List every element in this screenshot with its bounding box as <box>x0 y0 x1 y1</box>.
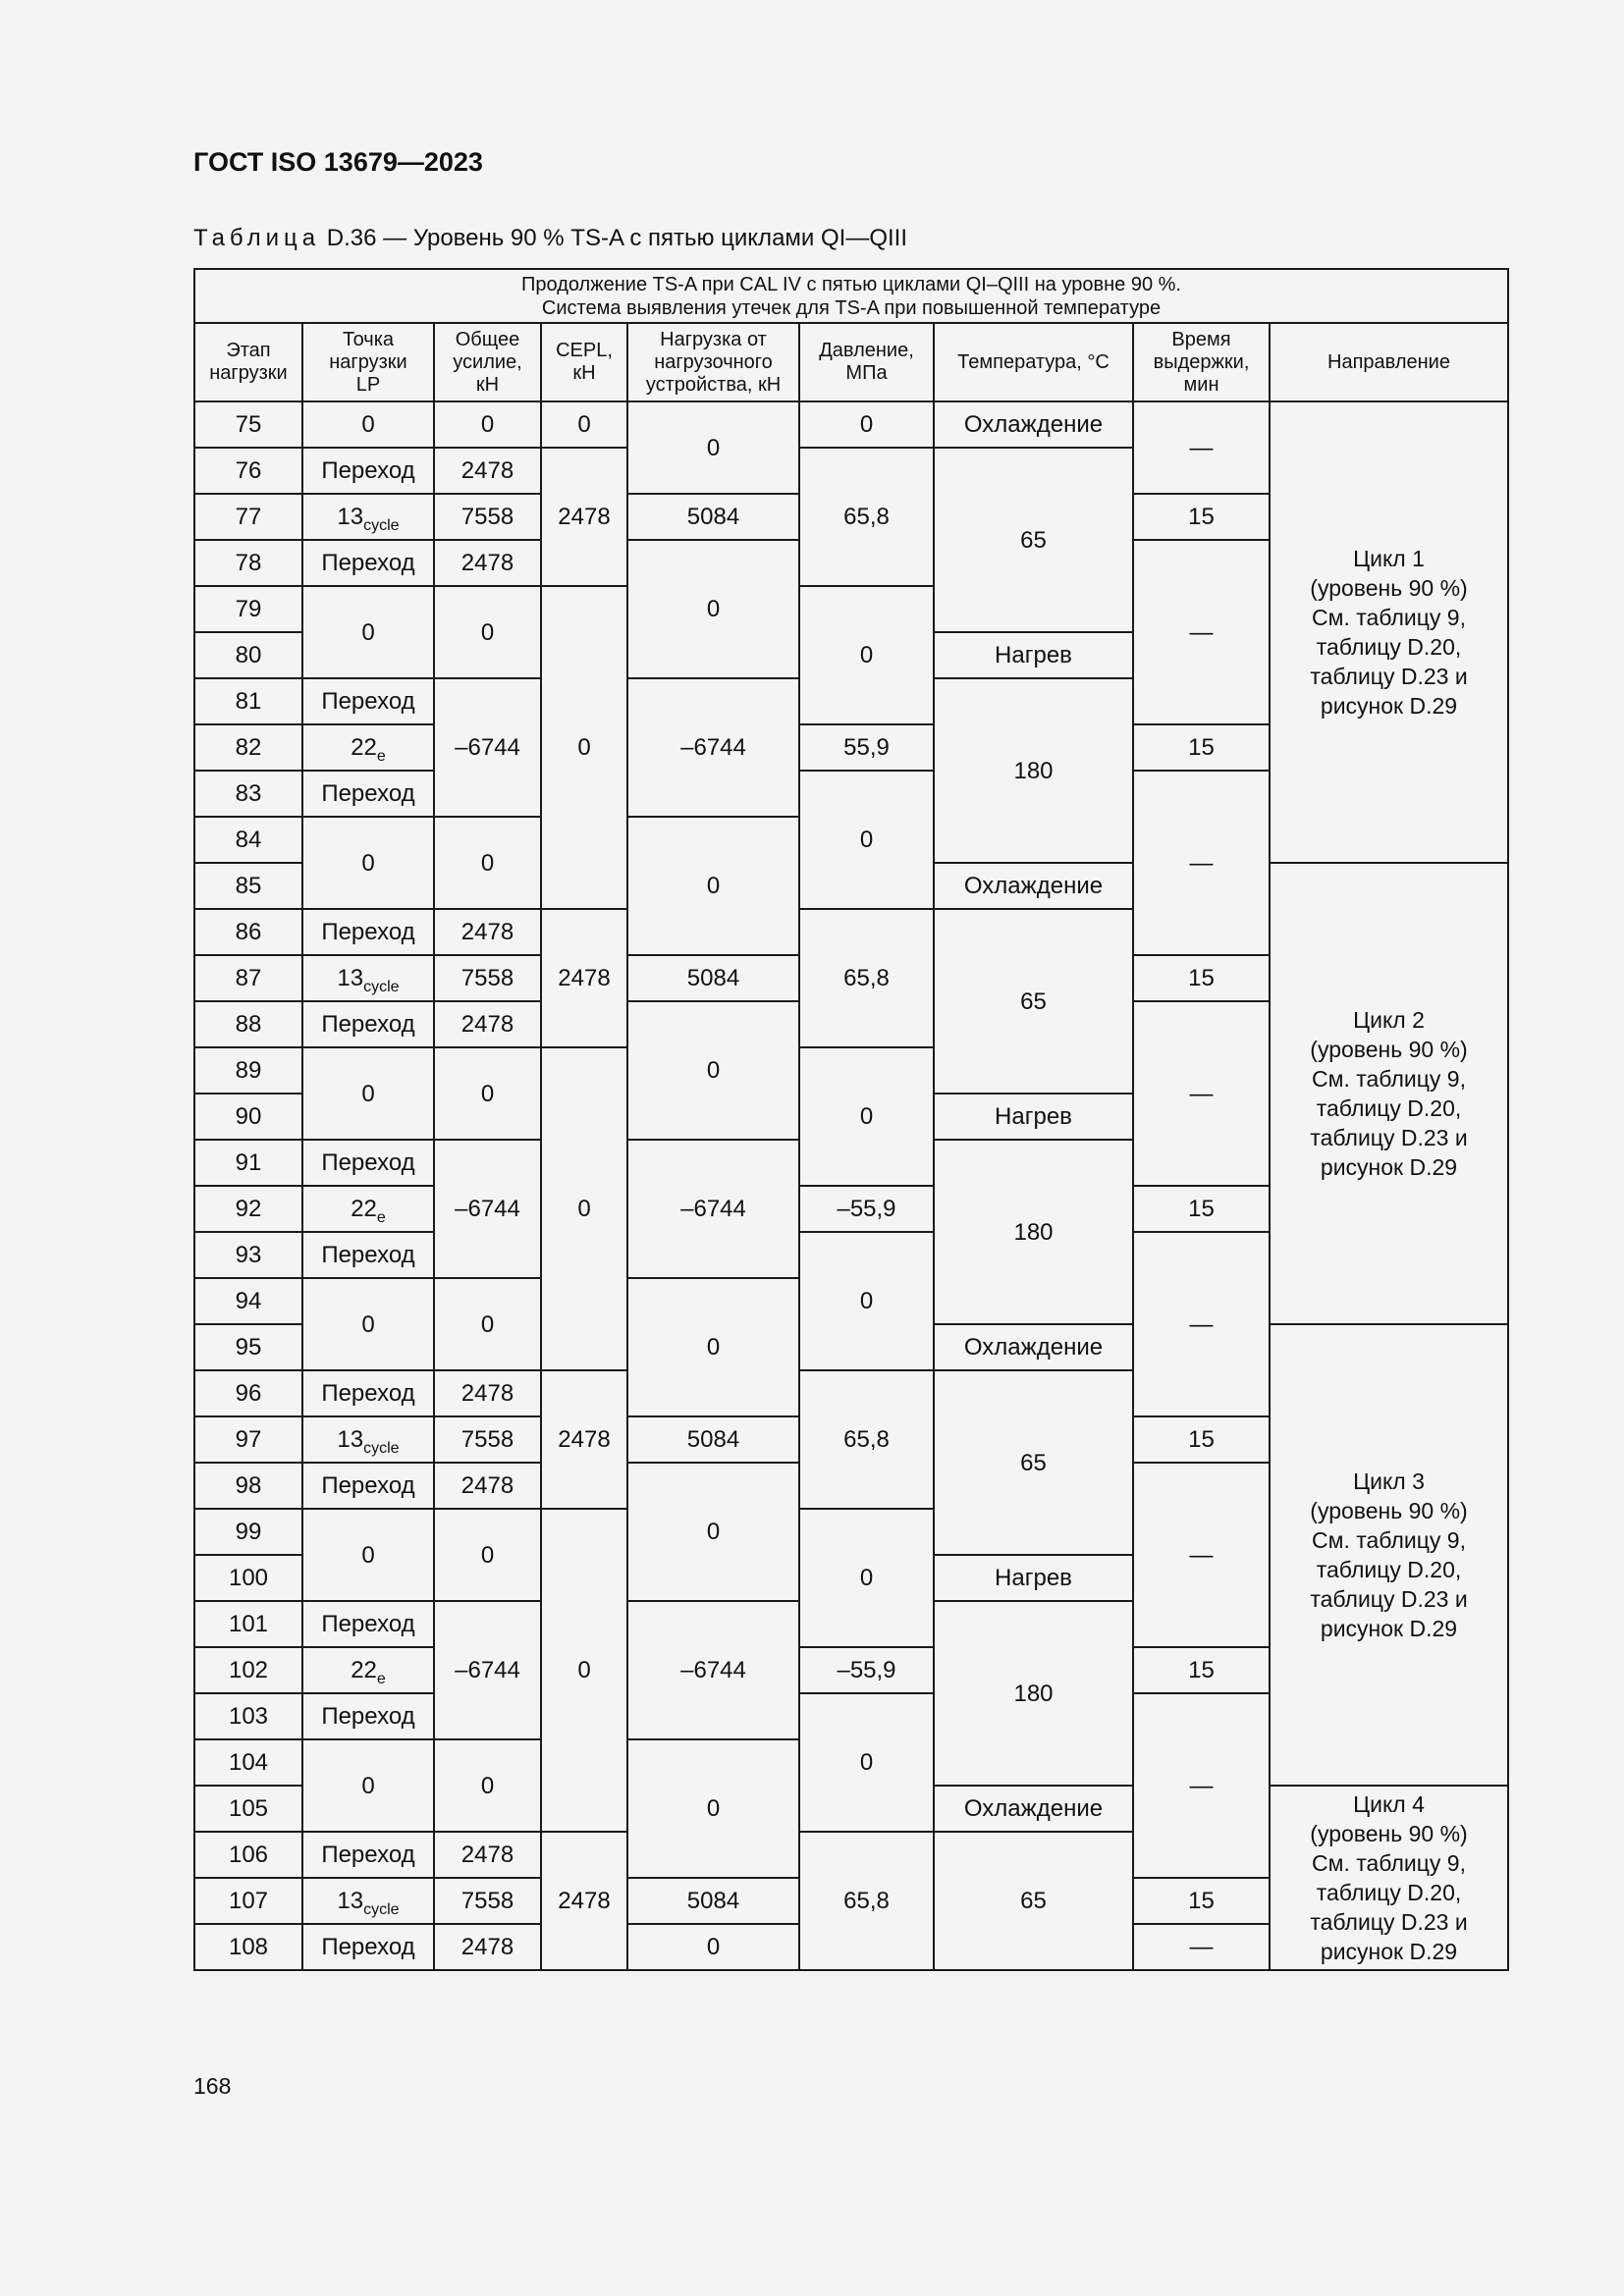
cell-hold-time: — <box>1133 1463 1270 1647</box>
cell-stage: 100 <box>194 1555 302 1601</box>
header-cepl: CEPL, кН <box>541 323 627 401</box>
cell-pressure: 0 <box>799 1509 934 1647</box>
cell-value: 22 <box>351 1196 377 1222</box>
cell-load-point: Переход <box>302 678 434 724</box>
cell-stage: 85 <box>194 863 302 909</box>
data-table <box>193 268 1509 1971</box>
cell-stage: 102 <box>194 1647 302 1693</box>
cell-subscript: e <box>376 1209 386 1226</box>
cell-stage: 98 <box>194 1463 302 1509</box>
cell-hold-time: 15 <box>1133 724 1270 771</box>
table-body <box>194 401 1508 1970</box>
header-hold-time: Время выдержки, мин <box>1133 323 1270 401</box>
cell-subscript: cycle <box>363 979 400 995</box>
cell-total-force: 0 <box>434 817 541 909</box>
cell-loader-load: 0 <box>627 1463 799 1601</box>
cell-load-point: 0 <box>302 401 434 448</box>
cell-temperature: Нагрев <box>934 1094 1133 1140</box>
cell-stage: 107 <box>194 1878 302 1924</box>
column-headers <box>194 323 1508 401</box>
cell-load-point <box>302 724 434 771</box>
cell-total-force: 7558 <box>434 1878 541 1924</box>
cell-loader-load: 5084 <box>627 1878 799 1924</box>
cell-load-point: 0 <box>302 586 434 678</box>
cell-load-point <box>302 1647 434 1693</box>
cell-load-point: Переход <box>302 1601 434 1647</box>
cell-stage: 76 <box>194 448 302 494</box>
cell-stage: 104 <box>194 1739 302 1786</box>
cell-stage: 86 <box>194 909 302 955</box>
cell-pressure: 0 <box>799 586 934 724</box>
cell-stage: 80 <box>194 632 302 678</box>
cell-load-point <box>302 955 434 1001</box>
cell-loader-load: 0 <box>627 1278 799 1416</box>
cell-hold-time: — <box>1133 771 1270 955</box>
cell-total-force: 0 <box>434 1278 541 1370</box>
cell-temperature: Охлаждение <box>934 1786 1133 1832</box>
cell-loader-load: 0 <box>627 1924 799 1970</box>
cell-stage: 83 <box>194 771 302 817</box>
cell-total-force: 0 <box>434 401 541 448</box>
cell-stage: 78 <box>194 540 302 586</box>
cell-pressure: 0 <box>799 401 934 448</box>
cell-loader-load: 0 <box>627 540 799 678</box>
cell-stage: 108 <box>194 1924 302 1970</box>
cell-value: 13 <box>337 1888 364 1914</box>
cell-temperature: 65 <box>934 448 1133 632</box>
header-loader-load: Нагрузка от нагрузочного устройства, кН <box>627 323 799 401</box>
cell-hold-time: — <box>1133 540 1270 724</box>
cell-total-force: 2478 <box>434 1001 541 1047</box>
cell-load-point: 0 <box>302 1739 434 1832</box>
header-temperature: Температура, °С <box>934 323 1133 401</box>
cell-stage: 106 <box>194 1832 302 1878</box>
cell-loader-load: 5084 <box>627 494 799 540</box>
cell-pressure: 65,8 <box>799 448 934 586</box>
cell-subscript: cycle <box>363 1901 400 1918</box>
cell-total-force: 0 <box>434 1509 541 1601</box>
cell-stage: 79 <box>194 586 302 632</box>
cell-total-force: 2478 <box>434 448 541 494</box>
cell-temperature: 65 <box>934 909 1133 1094</box>
cell-temperature: Охлаждение <box>934 863 1133 909</box>
cell-stage: 82 <box>194 724 302 771</box>
cell-temperature: Охлаждение <box>934 1324 1133 1370</box>
cell-pressure: 65,8 <box>799 1370 934 1509</box>
cell-temperature: 180 <box>934 678 1133 863</box>
cell-total-force: 7558 <box>434 494 541 540</box>
cell-hold-time: 15 <box>1133 1878 1270 1924</box>
cell-temperature: Охлаждение <box>934 401 1133 448</box>
cell-stage: 91 <box>194 1140 302 1186</box>
cell-cepl: 2478 <box>541 1370 627 1509</box>
cell-loader-load: 5084 <box>627 1416 799 1463</box>
cell-pressure: 65,8 <box>799 909 934 1047</box>
cell-hold-time: 15 <box>1133 1416 1270 1463</box>
cell-stage: 89 <box>194 1047 302 1094</box>
cell-value: 13 <box>337 1426 364 1453</box>
caption-text: D.36 — Уровень 90 % TS-A с пятью циклами QI—QIII <box>326 225 907 251</box>
cell-hold-time: — <box>1133 1924 1270 1970</box>
cell-total-force: 2478 <box>434 1832 541 1878</box>
cell-pressure: 0 <box>799 1232 934 1370</box>
cell-subscript: e <box>376 1671 386 1687</box>
cell-total-force: 2478 <box>434 1463 541 1509</box>
cell-temperature: Нагрев <box>934 632 1133 678</box>
cell-hold-time: 15 <box>1133 955 1270 1001</box>
cell-loader-load: –6744 <box>627 678 799 817</box>
cell-load-point: 0 <box>302 817 434 909</box>
cell-total-force: –6744 <box>434 1601 541 1739</box>
cell-total-force: 0 <box>434 586 541 678</box>
cell-loader-load: 0 <box>627 817 799 955</box>
cell-load-point: Переход <box>302 909 434 955</box>
cell-cepl: 0 <box>541 401 627 448</box>
cell-hold-time: — <box>1133 1693 1270 1878</box>
cell-stage: 95 <box>194 1324 302 1370</box>
cell-stage: 97 <box>194 1416 302 1463</box>
cell-hold-time: 15 <box>1133 1186 1270 1232</box>
cell-load-point: Переход <box>302 1463 434 1509</box>
cell-cepl: 0 <box>541 1509 627 1832</box>
cell-loader-load: 0 <box>627 1739 799 1878</box>
cell-stage: 101 <box>194 1601 302 1647</box>
cell-pressure: –55,9 <box>799 1186 934 1232</box>
cell-subscript: cycle <box>363 517 400 534</box>
cell-load-point: 0 <box>302 1047 434 1140</box>
cell-direction: Цикл 3 (уровень 90 %) См. таблицу 9, таблицу D.20, таблицу D.23 и рисунок D.29 <box>1270 1324 1508 1786</box>
cell-temperature: 65 <box>934 1832 1133 1970</box>
cell-stage: 87 <box>194 955 302 1001</box>
cell-direction: Цикл 4 (уровень 90 %) См. таблицу 9, таблицу D.20, таблицу D.23 и рисунок D.29 <box>1270 1786 1508 1970</box>
cell-total-force: –6744 <box>434 1140 541 1278</box>
cell-stage: 81 <box>194 678 302 724</box>
cell-pressure: 0 <box>799 771 934 909</box>
cell-total-force: 2478 <box>434 1370 541 1416</box>
cell-hold-time: 15 <box>1133 1647 1270 1693</box>
cell-stage: 92 <box>194 1186 302 1232</box>
header-direction: Направление <box>1270 323 1508 401</box>
cell-subscript: e <box>376 748 386 765</box>
cell-pressure: –55,9 <box>799 1647 934 1693</box>
header-total-force: Общее усилие, кН <box>434 323 541 401</box>
cell-load-point <box>302 1416 434 1463</box>
cell-stage: 88 <box>194 1001 302 1047</box>
cell-total-force: –6744 <box>434 678 541 817</box>
table-caption <box>193 225 907 252</box>
cell-load-point: Переход <box>302 771 434 817</box>
cell-load-point: Переход <box>302 1370 434 1416</box>
cell-subscript: cycle <box>363 1440 400 1457</box>
cell-stage: 75 <box>194 401 302 448</box>
cell-loader-load: 0 <box>627 401 799 494</box>
header-load-point: Точка нагрузки LP <box>302 323 434 401</box>
cell-temperature: 65 <box>934 1370 1133 1555</box>
cell-pressure: 0 <box>799 1693 934 1832</box>
cell-value: 22 <box>351 734 377 761</box>
cell-total-force: 7558 <box>434 1416 541 1463</box>
cell-total-force: 2478 <box>434 909 541 955</box>
cell-stage: 99 <box>194 1509 302 1555</box>
cell-stage: 105 <box>194 1786 302 1832</box>
cell-loader-load: –6744 <box>627 1601 799 1739</box>
cell-cepl: 0 <box>541 1047 627 1370</box>
cell-load-point: Переход <box>302 1140 434 1186</box>
cell-load-point: Переход <box>302 448 434 494</box>
cell-cepl: 0 <box>541 586 627 909</box>
cell-load-point: Переход <box>302 1001 434 1047</box>
cell-load-point: Переход <box>302 1232 434 1278</box>
cell-cepl: 2478 <box>541 1832 627 1970</box>
table-top-header: Продолжение TS-A при CAL IV с пятью циклами QI–QIII на уровне 90 %. Система выявления утечек для TS-A при повышенной температуре <box>194 269 1508 323</box>
cell-stage: 94 <box>194 1278 302 1324</box>
cell-stage: 103 <box>194 1693 302 1739</box>
document-title: ГОСТ ISO 13679—2023 <box>193 147 483 177</box>
cell-load-point: Переход <box>302 1924 434 1970</box>
cell-hold-time: 15 <box>1133 494 1270 540</box>
cell-total-force: 2478 <box>434 1924 541 1970</box>
cell-stage: 84 <box>194 817 302 863</box>
cell-direction: Цикл 1 (уровень 90 %) См. таблицу 9, таблицу D.20, таблицу D.23 и рисунок D.29 <box>1270 401 1508 863</box>
cell-total-force: 2478 <box>434 540 541 586</box>
cell-total-force: 0 <box>434 1047 541 1140</box>
cell-load-point <box>302 1186 434 1232</box>
cell-value: 13 <box>337 965 364 991</box>
page-number: 168 <box>193 2073 232 2099</box>
cell-stage: 93 <box>194 1232 302 1278</box>
cell-loader-load: –6744 <box>627 1140 799 1278</box>
cell-hold-time: — <box>1133 1232 1270 1416</box>
cell-total-force: 0 <box>434 1739 541 1832</box>
cell-pressure: 55,9 <box>799 724 934 771</box>
cell-cepl: 2478 <box>541 448 627 586</box>
cell-load-point: 0 <box>302 1509 434 1601</box>
cell-load-point <box>302 1878 434 1924</box>
cell-cepl: 2478 <box>541 909 627 1047</box>
cell-hold-time: — <box>1133 401 1270 494</box>
cell-load-point: Переход <box>302 1832 434 1878</box>
header-pressure: Давление, МПа <box>799 323 934 401</box>
cell-value: 22 <box>351 1657 377 1683</box>
cell-hold-time: — <box>1133 1001 1270 1186</box>
cell-stage: 90 <box>194 1094 302 1140</box>
cell-pressure: 65,8 <box>799 1832 934 1970</box>
cell-loader-load: 0 <box>627 1001 799 1140</box>
cell-stage: 96 <box>194 1370 302 1416</box>
cell-stage: 77 <box>194 494 302 540</box>
table-row <box>194 401 1508 448</box>
cell-load-point: 0 <box>302 1278 434 1370</box>
cell-loader-load: 5084 <box>627 955 799 1001</box>
caption-label: Таблица <box>193 225 321 251</box>
cell-pressure: 0 <box>799 1047 934 1186</box>
cell-temperature: Нагрев <box>934 1555 1133 1601</box>
header-stage: Этап нагрузки <box>194 323 302 401</box>
cell-load-point: Переход <box>302 540 434 586</box>
cell-load-point: Переход <box>302 1693 434 1739</box>
cell-temperature: 180 <box>934 1601 1133 1786</box>
cell-load-point <box>302 494 434 540</box>
cell-temperature: 180 <box>934 1140 1133 1324</box>
cell-value: 13 <box>337 504 364 530</box>
cell-total-force: 7558 <box>434 955 541 1001</box>
cell-direction: Цикл 2 (уровень 90 %) См. таблицу 9, таблицу D.20, таблицу D.23 и рисунок D.29 <box>1270 863 1508 1324</box>
